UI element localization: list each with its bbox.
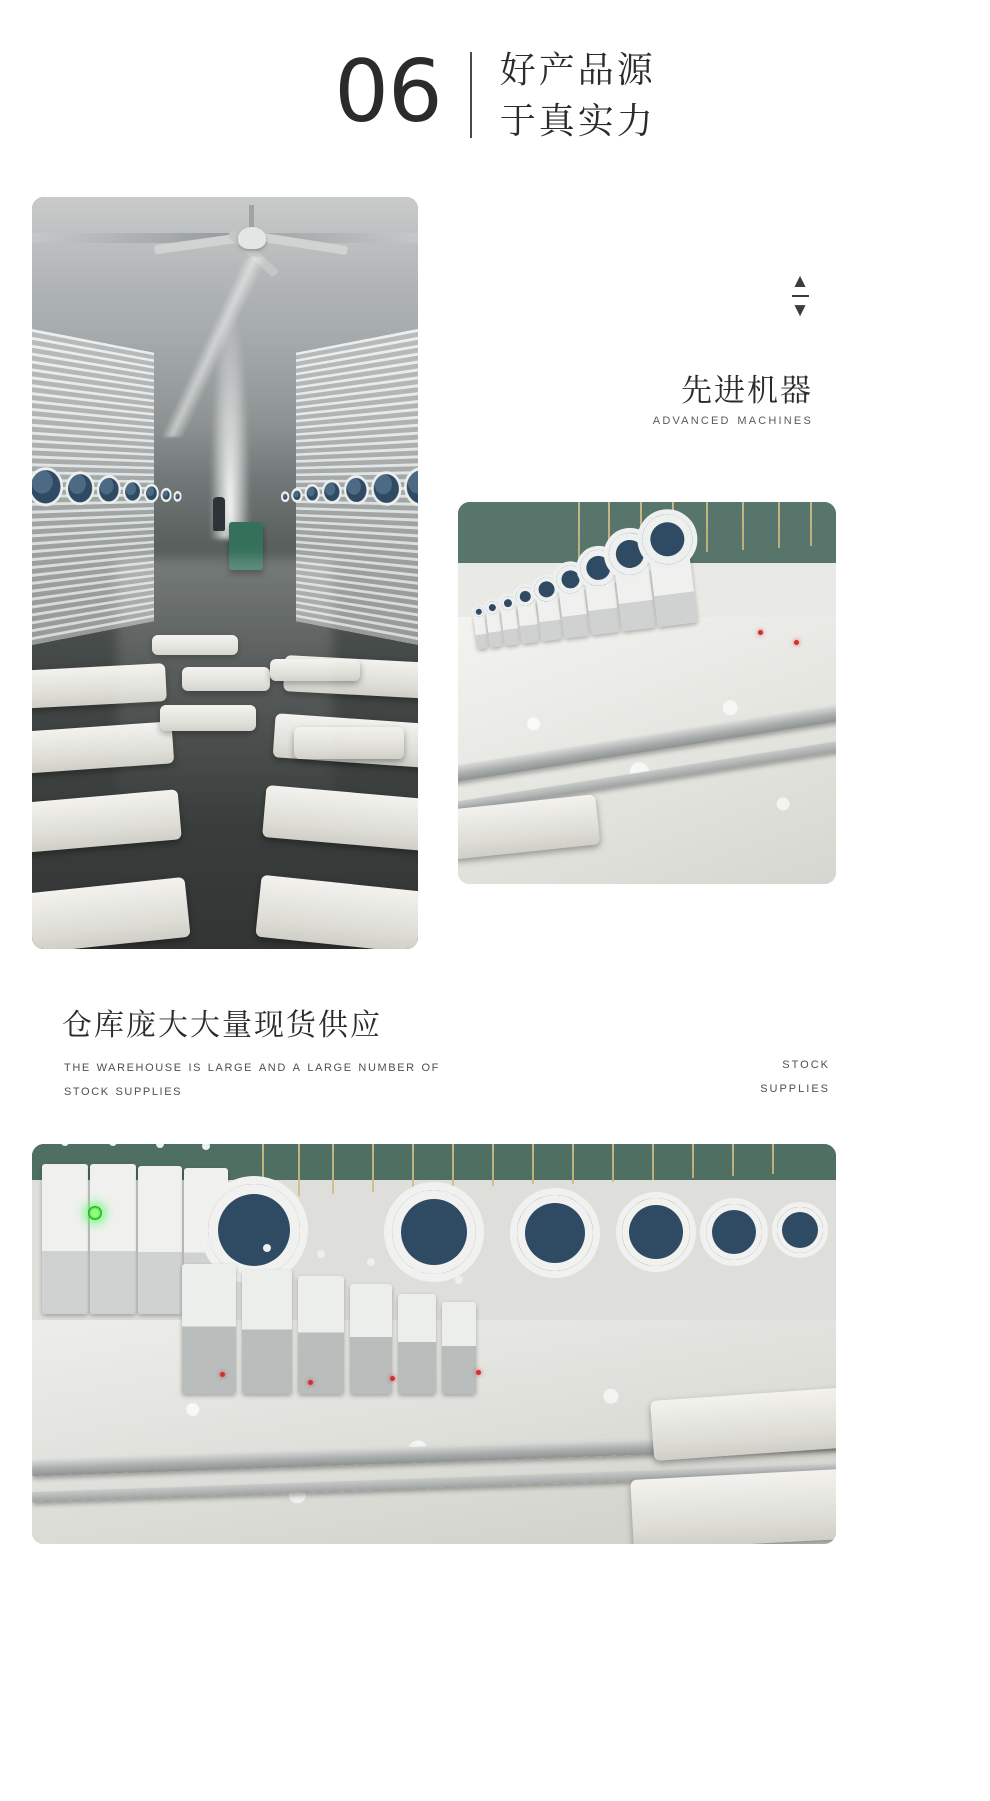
embroidery-heads-wide-photo — [32, 1144, 836, 1544]
hall-wheels-right — [281, 447, 418, 507]
table-block — [650, 1387, 836, 1461]
arrow-divider — [792, 295, 809, 297]
table-block — [630, 1468, 836, 1544]
floor-reflection — [117, 558, 333, 949]
advanced-machines-title: 先进机器 — [681, 373, 813, 408]
arrow-down-icon: ▼ — [790, 300, 810, 321]
page-title-line2: 于真实力 — [499, 100, 656, 141]
embroidery-machines-photo — [458, 502, 836, 884]
factory-hall-photo — [32, 197, 418, 949]
advanced-machines-subtitle: advanced machines — [652, 411, 813, 428]
warehouse-right-label-line1: stock — [782, 1055, 830, 1072]
drive-wheel — [700, 1198, 768, 1266]
page-header — [0, 0, 990, 190]
warehouse-title: 仓库庞大大量现货供应 — [62, 1009, 382, 1042]
scroll-arrows — [785, 272, 815, 320]
page-title-line1: 好产品源 — [499, 48, 656, 90]
drive-wheel — [616, 1192, 696, 1272]
drive-wheel — [772, 1202, 828, 1258]
warehouse-right-label-line2: supplies — [760, 1079, 830, 1096]
worker-figure — [213, 497, 225, 531]
warehouse-subtitle: the warehouse is large and a large number of stock supplies — [64, 1058, 440, 1100]
page-title — [500, 44, 656, 146]
header-divider — [470, 52, 472, 138]
machine-head-row — [182, 1264, 476, 1394]
arrow-up-icon: ▲ — [790, 271, 810, 292]
drive-wheel — [510, 1188, 600, 1278]
section-number: 06 — [334, 42, 442, 142]
hall-wheels-left — [32, 447, 169, 507]
header-inner — [334, 44, 655, 146]
warehouse-right-label — [600, 1052, 830, 1100]
status-led-indicator — [88, 1206, 102, 1220]
